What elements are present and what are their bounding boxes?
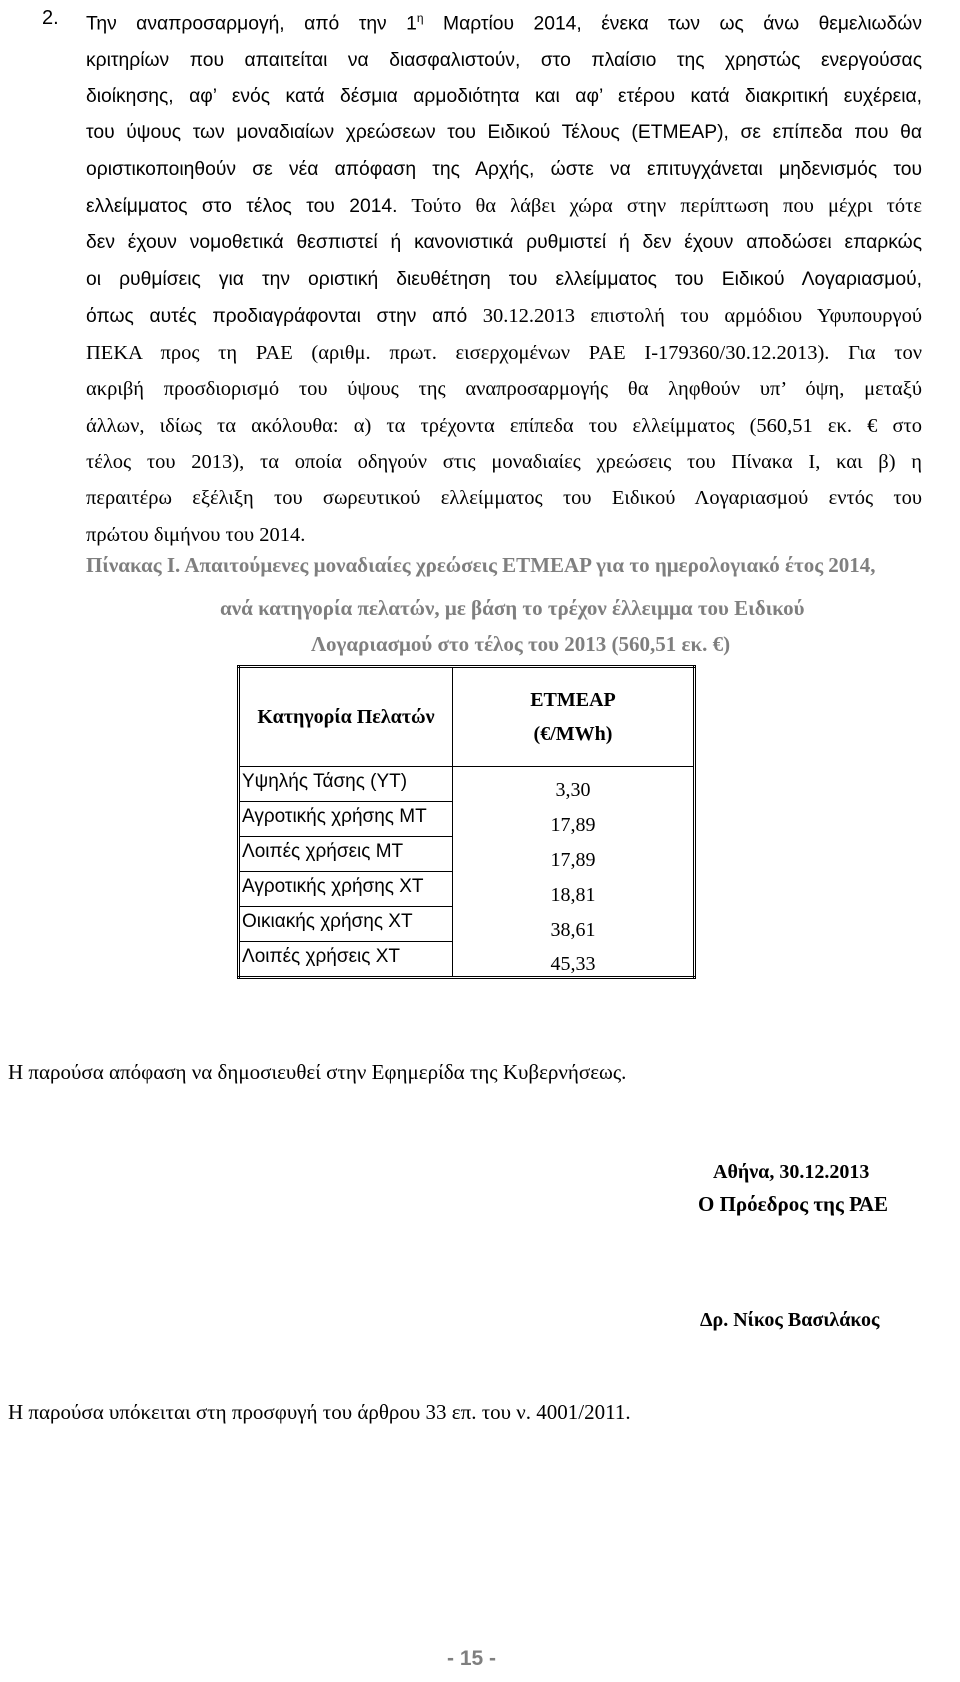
tariff-table xyxy=(237,665,696,979)
table-row xyxy=(239,802,695,837)
row-value: 17,89 xyxy=(453,802,695,837)
header-category: Κατηγορία Πελατών xyxy=(239,667,453,767)
table-header-row xyxy=(239,667,695,767)
table-caption-line3: Λογαριασμού στο τέλος του 2013 (560,51 εκ. €) xyxy=(311,632,731,656)
paragraph-line: διοίκησης, αφ’ ενός κατά δέσμια αρμοδιότητα και αφ’ ετέρου κατά διακριτική ευχέρεια, xyxy=(86,86,922,108)
paragraph-line: του ύψους των μοναδιαίων χρεώσεων του Ειδικού Τέλους (ΕΤΜΕΑΡ), σε επίπεδα που θα xyxy=(86,122,922,144)
paragraph-number: 2. xyxy=(42,7,59,29)
paragraph-line: τέλος του 2013), τα οποία οδηγούν στις μοναδιαίες χρεώσεις του Πίνακα Ι, και β) η xyxy=(86,450,922,473)
signature-title: Ο Πρόεδρος της ΡΑΕ xyxy=(698,1192,889,1216)
signature-place-date: Αθήνα, 30.12.2013 xyxy=(713,1161,870,1183)
table-row xyxy=(239,837,695,872)
paragraph-line: ΠΕΚΑ προς τη ΡΑΕ (αριθμ. πρωτ. εισερχομένων ΡΑΕ Ι-179360/30.12.2013). Για τον xyxy=(86,342,922,365)
header-value: ΕΤΜΕΑΡ (€/MWh) xyxy=(453,667,695,767)
paragraph-2 xyxy=(42,0,922,553)
paragraph-line: ελλείμματος στο τέλος του 2014. Τούτο θα λάβει χώρα στην περίπτωση που μέχρι τότε xyxy=(86,194,922,217)
paragraph-line: όπως αυτές προδιαγράφονται στην από 30.12.2013 επιστολή του αρμόδιου Υφυπουργού xyxy=(86,304,922,327)
table-caption-line1: Πίνακας Ι. Απαιτούμενες μοναδιαίες χρεώσεις ΕΤΜΕΑΡ για το ημερολογιακό έτος 2014, xyxy=(86,553,876,577)
paragraph-line: περαιτέρω εξέλιξη του σωρευτικού ελλείμματος του Ειδικού Λογαριασμού εντός του xyxy=(86,487,922,510)
row-category: Οικιακής χρήσης ΧΤ xyxy=(239,907,453,942)
paragraph-line: κριτηρίων που απαιτείται να διασφαλιστούν, στο πλαίσιο της χρηστώς ενεργούσας xyxy=(86,49,922,71)
page-number: - 15 - xyxy=(447,1647,497,1670)
paragraph-line: Την αναπροσαρμογή, από την $1^\eta$ Μαρτίου 2014, ένεκα των ως άνω θεμελιωδών xyxy=(86,11,922,35)
paragraph-line: οριστικοποιηθούν σε νέα απόφαση της Αρχής, ώστε να επιτυγχάνεται μηδενισμός του xyxy=(86,158,922,180)
appeal-statement: Η παρούσα υπόκειται στη προσφυγή του άρθρου 33 επ. του ν. 4001/2011. xyxy=(8,1400,631,1424)
paragraph-line: δεν έχουν νομοθετικά θεσπιστεί ή κανονιστικά ρυθμιστεί ή δεν έχουν αποδώσει επαρκώς xyxy=(86,232,922,254)
table-row xyxy=(239,872,695,907)
row-category: Αγροτικής χρήσης ΧΤ xyxy=(239,872,453,907)
table-row xyxy=(239,942,695,978)
row-category: Αγροτικής χρήσης ΜΤ xyxy=(239,802,453,837)
row-category: Υψηλής Τάσης (ΥΤ) xyxy=(239,767,453,802)
paragraph-body xyxy=(86,0,922,553)
row-value: 45,33 xyxy=(453,942,695,978)
row-value: 38,61 xyxy=(453,907,695,942)
row-category: Λοιπές χρήσεις ΜΤ xyxy=(239,837,453,872)
paragraph-line: ακριβή προσδιορισμό του ύψους της αναπροσαρμογής θα ληφθούν υπ’ όψη, μεταξύ xyxy=(86,378,922,401)
signature-name: Δρ. Νίκος Βασιλάκος xyxy=(700,1309,880,1331)
table-caption-line2: ανά κατηγορία πελατών, με βάση το τρέχον έλλειμμα του Ειδικού xyxy=(220,596,805,620)
publication-statement: Η παρούσα απόφαση να δημοσιευθεί στην Εφημερίδα της Κυβερνήσεως. xyxy=(8,1060,627,1084)
row-value: 18,81 xyxy=(453,872,695,907)
paragraph-line: πρώτου διμήνου του 2014. xyxy=(86,523,306,546)
row-value: 17,89 xyxy=(453,837,695,872)
table-row xyxy=(239,767,695,802)
table-row xyxy=(239,907,695,942)
paragraph-line: άλλων, ιδίως τα ακόλουθα: α) τα τρέχοντα επίπεδα του ελλείμματος (560,51 εκ. € στο xyxy=(86,414,922,437)
paragraph-line: οι ρυθμίσεις για την οριστική διευθέτηση του ελλείμματος του Ειδικού Λογαριασμού, xyxy=(86,268,922,290)
row-value: 3,30 xyxy=(453,767,695,802)
row-category: Λοιπές χρήσεις ΧΤ xyxy=(239,942,453,978)
